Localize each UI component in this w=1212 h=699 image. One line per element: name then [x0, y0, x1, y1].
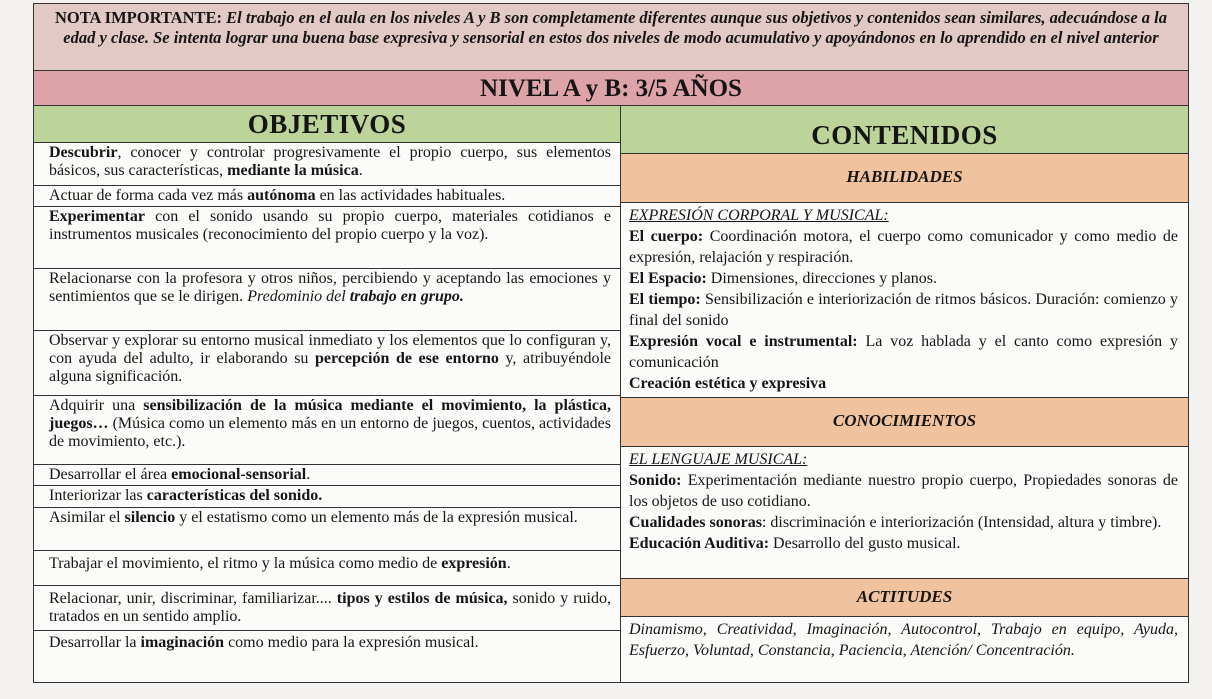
- objective-text: , conocer y controlar progresivamente el propio cuerpo, sus elementos básicos, sus características,: [49, 144, 611, 179]
- conocimientos-subtitle: EL LENGUAJE MUSICAL:: [629, 451, 808, 468]
- objective-row: [34, 269, 620, 331]
- cuerpo-text: Coordinación motora, el cuerpo como comunicador y como medio de expresión, relajación y respiración.: [629, 228, 1179, 266]
- sonido-label: Sonido:: [629, 472, 682, 489]
- espacio-text: Dimensiones, direcciones y planos.: [706, 270, 937, 287]
- contents-header: CONTENIDOS: [621, 106, 1188, 154]
- habilidades-subtitle: EXPRESIÓN CORPORAL Y MUSICAL:: [629, 207, 889, 224]
- objective-text: en las actividades habituales.: [315, 187, 506, 204]
- sonido-item: [629, 470, 1178, 512]
- creacion-label: Creación estética y expresiva: [629, 375, 827, 392]
- actitudes-header: ACTITUDES: [621, 579, 1188, 617]
- objective-bold-italic: trabajo en grupo.: [349, 288, 464, 305]
- objective-text: y el estatismo como un elemento más de la expresión musical.: [175, 509, 578, 526]
- objective-text: .: [358, 162, 363, 179]
- objective-text: (Música como un elemento más en un entorno de juegos, cuentos, actividades de movimiento, etc.).: [49, 415, 611, 450]
- objective-row: [34, 631, 620, 661]
- objective-text: Desarrollar el área: [49, 466, 172, 483]
- cualidades-text: : discriminación e interiorización (Intensidad, altura y timbre).: [761, 514, 1162, 531]
- objective-row: [34, 465, 620, 486]
- habilidades-header: HABILIDADES: [621, 154, 1188, 203]
- objective-text: Interiorizar las: [49, 487, 147, 504]
- objective-row: [34, 186, 620, 207]
- espacio-item: [629, 268, 1178, 289]
- objective-row: [34, 396, 620, 465]
- cuerpo-item: [629, 226, 1178, 268]
- objective-bold: expresión: [441, 555, 507, 572]
- objectives-column: [34, 106, 621, 682]
- objective-bold: imaginación: [140, 634, 225, 651]
- objective-text: como medio para la expresión musical.: [224, 634, 479, 651]
- objective-row: [34, 207, 620, 269]
- objective-text: Observar y explorar su entorno musical inmediato y los elementos que lo configuran y, con ayuda del adulto, ir elaborando su: [49, 332, 611, 367]
- objective-row: [34, 586, 620, 631]
- vocal-label: Expresión vocal e instrumental:: [629, 333, 858, 350]
- objective-text: Desarrollar la: [49, 634, 141, 651]
- objective-text: Relacionar, unir, discriminar, familiarizar....: [49, 590, 337, 607]
- objective-bold: Experimentar: [49, 208, 145, 225]
- objective-bold: silencio: [124, 509, 176, 526]
- sonido-text: Experimentación mediante nuestro propio cuerpo, Propiedades sonoras de los objetos de uso cotidiano.: [629, 472, 1178, 510]
- objective-row: [34, 508, 620, 551]
- conocimientos-content: [621, 447, 1188, 579]
- objective-bold: características del sonido.: [146, 487, 323, 504]
- note-lead: NOTA IMPORTANTE:: [55, 8, 223, 27]
- vocal-text: La voz hablada y el canto como expresión y comunicación: [629, 333, 1179, 371]
- objective-text: con el sonido usando su propio cuerpo, materiales cotidianos e instrumentos musicales (reconocimiento del propio cuerpo y la voz).: [49, 208, 611, 243]
- cualidades-item: [629, 512, 1178, 533]
- objective-text: .: [306, 466, 311, 483]
- note-text: El trabajo en el aula en los niveles A y B son completamente diferentes aunque sus objetivos y contenidos sean similares, adecuándose a la edad y clase. Se intenta lograr una buena base expresiva y sensorial en estos dos niveles de modo acumulativo y apoyándonos en lo aprendido en el nivel anterior: [63, 8, 1167, 47]
- curriculum-table: [33, 3, 1189, 683]
- objective-row: [34, 486, 620, 508]
- objective-bold: Descubrir: [49, 144, 118, 161]
- espacio-label: El Espacio:: [629, 270, 707, 287]
- objective-text: Trabajar el movimiento, el ritmo y la música como medio de: [49, 555, 442, 572]
- creacion-item: [629, 373, 1178, 394]
- objective-text: Adquirir una: [49, 397, 144, 414]
- tiempo-text: Sensibilización e interiorización de ritmos básicos. Duración: comienzo y final del sonido: [629, 291, 1178, 329]
- objective-text: Asimilar el: [49, 509, 125, 526]
- habilidades-content: [621, 203, 1188, 397]
- conocimientos-header: CONOCIMIENTOS: [621, 397, 1188, 447]
- objectives-header: OBJETIVOS: [34, 106, 620, 143]
- objective-text: .: [506, 555, 511, 572]
- level-title: NIVEL A y B: 3/5 AÑOS: [34, 71, 1188, 106]
- objective-bold: emocional-sensorial: [171, 466, 307, 483]
- objective-bold: mediante la música: [227, 162, 359, 179]
- objective-bold: autónoma: [247, 187, 316, 204]
- objective-bold: sensibilización de la música mediante el movimiento, la plástica, juegos…: [49, 397, 612, 432]
- auditiva-text: Desarrollo del gusto musical.: [769, 535, 961, 552]
- objective-row: [34, 331, 620, 396]
- auditiva-label: Educación Auditiva:: [629, 535, 770, 552]
- objective-text: Actuar de forma cada vez más: [49, 187, 248, 204]
- tiempo-label: El tiempo:: [629, 291, 701, 308]
- cualidades-label: Cualidades sonoras: [629, 514, 762, 531]
- objective-text: y, atribuyéndole alguna significación.: [49, 350, 611, 385]
- objective-text: Relacionarse con la profesora y otros niños, percibiendo y aceptando las emociones y sentimientos que se le dirigen.: [49, 270, 611, 305]
- tiempo-item: [629, 289, 1178, 331]
- objective-italic: Predominio del: [247, 288, 350, 305]
- important-note: [34, 4, 1188, 71]
- auditiva-item: [629, 533, 1178, 554]
- actitudes-content: Dinamismo, Creatividad, Imaginación, Autocontrol, Trabajo en equipo, Ayuda, Esfuerzo, Voluntad, Constancia, Paciencia, Atención/ Concentración.: [629, 621, 1178, 659]
- objective-row: [34, 551, 620, 586]
- objective-text: sonido y ruido, tratados en un sentido amplio.: [49, 590, 611, 625]
- objective-row: [34, 143, 620, 186]
- contents-column: [621, 106, 1188, 682]
- cuerpo-label: El cuerpo:: [629, 228, 704, 245]
- objective-bold: tipos y estilos de música,: [336, 590, 508, 607]
- vocal-item: [629, 331, 1178, 373]
- objective-bold: percepción de ese entorno: [315, 350, 499, 367]
